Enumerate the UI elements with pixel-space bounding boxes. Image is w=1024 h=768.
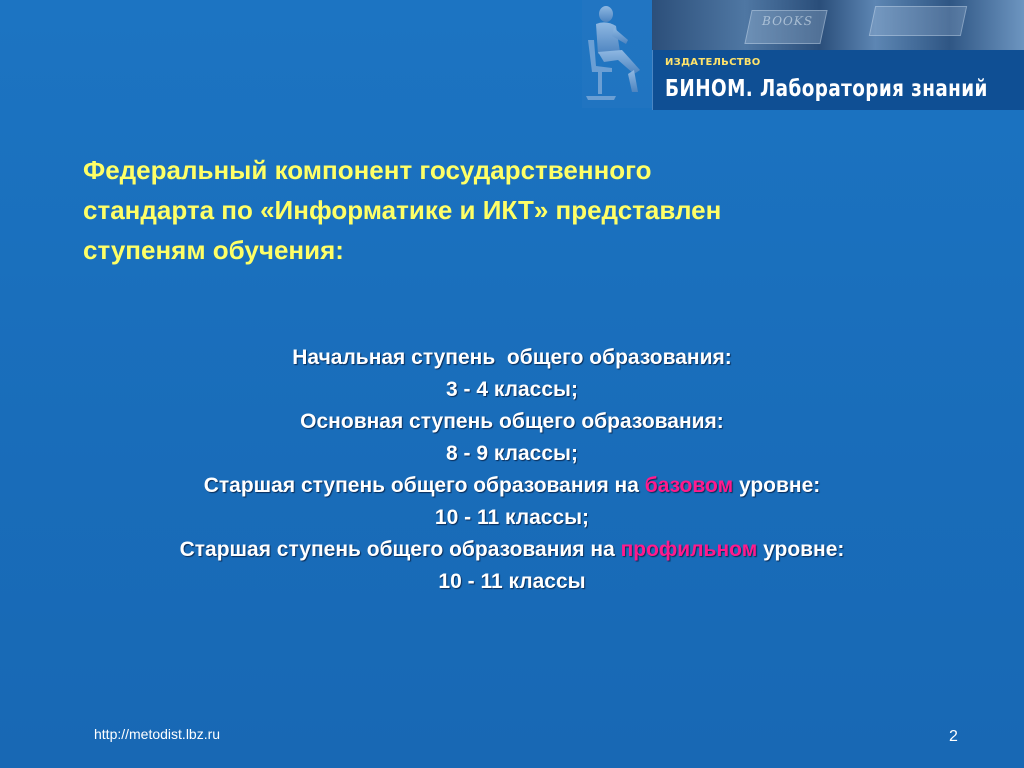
education-stages-list — [0, 342, 1024, 598]
stage-basic-title: Основная ступень общего образования: — [300, 410, 724, 433]
page-number: 2 — [949, 728, 958, 745]
logo-photo-text: BOOKS — [760, 14, 815, 28]
stage-primary-title: Начальная ступень общего образования: — [292, 346, 732, 369]
stage-senior-base-highlight: базовом — [644, 474, 734, 497]
logo-publisher-label: ИЗДАТЕЛЬСТВО — [665, 57, 761, 68]
stage-primary-grades: 3 - 4 классы; — [446, 378, 578, 401]
stage-senior-profile-grades: 10 - 11 классы — [438, 570, 586, 593]
footer-url: http://metodist.lbz.ru — [94, 726, 221, 742]
stage-senior-base-title — [0, 470, 1024, 502]
stage-senior-base-suffix: уровне: — [733, 474, 821, 497]
stage-senior-profile-suffix: уровне: — [757, 538, 845, 561]
stage-senior-profile-highlight: профильном — [620, 538, 758, 561]
seated-reader-icon — [582, 0, 654, 108]
logo-publisher-name: БИНОМ. Лаборатория знаний — [665, 76, 988, 102]
slide-heading — [83, 150, 963, 270]
stage-basic-grades: 8 - 9 классы; — [446, 442, 578, 465]
book-shape — [869, 6, 967, 36]
stage-senior-base-prefix: Старшая ступень общего образования на — [203, 474, 645, 497]
logo-photo-strip — [652, 0, 1024, 52]
stage-senior-profile-prefix: Старшая ступень общего образования на — [179, 538, 621, 561]
heading-line: стандарта по «Информатике и ИКТ» представлен — [83, 195, 722, 225]
publisher-logo — [582, 0, 1024, 112]
heading-line: ступеням обучения: — [83, 235, 344, 265]
stage-senior-base-grades: 10 - 11 классы; — [434, 506, 590, 529]
stage-senior-profile-title — [0, 534, 1024, 566]
heading-line: Федеральный компонент государственного — [83, 155, 652, 185]
logo-text-band — [652, 50, 1024, 110]
